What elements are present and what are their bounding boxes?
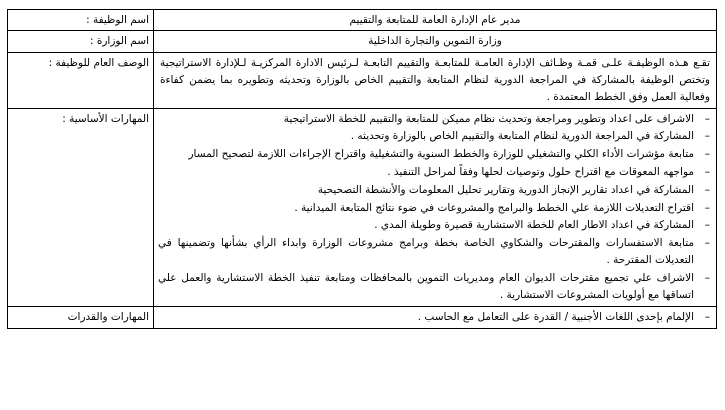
general-description-text: تقـع هـذه الوظيفـة علـى قمـة وظـائف الإدارة العامـة للمتابعـة والتقييم التابعـة لـرئيس الادارة المركزيـة لـلإدارة الاستراتيجية وتختص الوظيفة بالمشاركة في المراجعة الدورية لنظام المتابعة والتقييم الخاص بالوزارة وتحديثه وتطويره بما يضمن كفاءة وفعالية العمل وفق الخطط المعتمدة .	[160, 56, 710, 103]
ministry-name-value: وزارة التموين والتجارة الداخلية	[154, 31, 717, 52]
job-title-label: اسم الوظيفة :	[8, 10, 154, 31]
general-description-value	[154, 52, 717, 108]
table-row	[8, 10, 717, 31]
job-title-value: مدير عام الإدارة العامة للمتابعة والتقييم	[154, 10, 717, 31]
core-skills-value	[154, 108, 717, 307]
list-item: – المشاركة في اعداد الاطار العام للخطة الاستشارية قصيرة وطويلة المدي .	[158, 217, 712, 234]
list-item: – الاشراف علي تجميع مقترحات الديوان العام ومديريات التموين بالمحافظات ومتابعة تنفيذ الخطة الاستشارية والعمل علي اتساقها مع أولويات المشروعات الاستشارية .	[158, 270, 712, 304]
table-row	[8, 31, 717, 52]
list-item: – المشاركة في اعداد تقارير الإنجاز الدورية وتقارير تحليل المعلومات والأنشطة التصحيحية	[158, 182, 712, 199]
table-row	[8, 108, 717, 307]
list-item: – الاشراف على اعداد وتطوير ومراجعة وتحديث نظام مميكن للمتابعة والتقييم للخطة الاستراتيجية	[158, 111, 712, 128]
general-description-label: الوصف العام للوظيفة :	[8, 52, 154, 108]
abilities-text: – الإلمام بإحدى اللغات الأجنبية / القدرة على التعامل مع الحاسب .	[158, 309, 712, 325]
core-skills-list	[158, 111, 712, 304]
list-item: – متابعة مؤشرات الأداء الكلي والتشغيلي للوزارة والخطط السنوية والتشغيلية واقتراح الإجراءات اللازمة لتصحيح المسار	[158, 146, 712, 163]
abilities-value	[154, 307, 717, 328]
list-item: – مواجهه المعوقات مع اقتراح حلول وتوصيات لحلها وفقاً لمراحل التنفيذ .	[158, 164, 712, 181]
table-row	[8, 52, 717, 108]
list-item: – المشاركة في المراجعة الدورية لنظام المتابعة والتقييم الخاص بالوزارة وتحديثه .	[158, 128, 712, 145]
list-item: – متابعة الاستفسارات والمقترحات والشكاوي الخاصة بخطة وبرامج مشروعات الوزارة وابداء الرأي بشأنها وتضمينها في التعديلات المقترحة .	[158, 235, 712, 269]
job-description-table	[7, 9, 717, 329]
ministry-name-label: اسم الوزارة :	[8, 31, 154, 52]
core-skills-label: المهارات الأساسية :	[8, 108, 154, 307]
list-item: – اقتراح التعديلات اللازمة علي الخطط والبرامج والمشروعات في ضوء نتائج المتابعة الميدانية .	[158, 200, 712, 217]
abilities-label: المهارات والقدرات	[8, 307, 154, 328]
table-row	[8, 307, 717, 328]
